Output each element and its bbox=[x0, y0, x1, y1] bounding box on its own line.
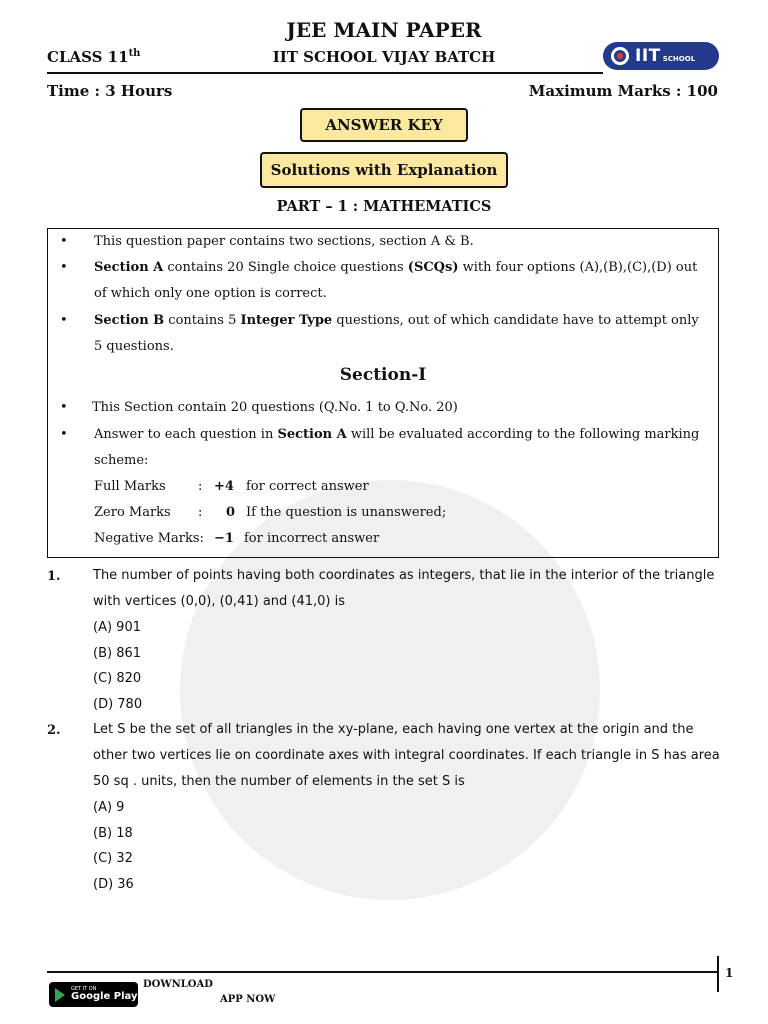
instruction-text: contains 20 Single choice questions bbox=[163, 260, 408, 275]
part-title: PART – 1 : MATHEMATICS bbox=[276, 198, 492, 215]
option-b[interactable]: (B) 861 bbox=[93, 646, 142, 661]
option-c[interactable]: (C) 820 bbox=[93, 671, 142, 686]
option-a[interactable]: (A) 9 bbox=[93, 800, 125, 815]
max-marks-label: Maximum Marks : 100 bbox=[528, 82, 718, 100]
question-text: The number of points having both coordinates as integers, that lie in the interior of the triangle with vertices (0,0), (0,41) and (41,0) is bbox=[93, 568, 715, 609]
instruction-text: contains 5 bbox=[164, 313, 241, 328]
instruction-item bbox=[94, 422, 710, 474]
google-play-text bbox=[71, 987, 138, 1002]
instruction-text: Answer to each question in bbox=[94, 427, 278, 442]
bullet-icon: • bbox=[60, 400, 68, 415]
solutions-badge: Solutions with Explanation bbox=[260, 152, 508, 188]
marking-sep: : bbox=[198, 505, 203, 520]
question-number: 2. bbox=[47, 723, 61, 738]
iit-school-logo bbox=[603, 42, 719, 70]
batch-name: IIT SCHOOL VIJAY BATCH bbox=[272, 48, 496, 66]
marking-sep: : bbox=[198, 479, 203, 494]
instruction-item: This Section contain 20 questions (Q.No. 1 to Q.No. 20) bbox=[92, 400, 458, 415]
marking-desc: If the question is unanswered; bbox=[246, 505, 447, 520]
bullet-icon: • bbox=[60, 427, 68, 442]
gear-icon bbox=[611, 47, 629, 65]
class-sup: th bbox=[128, 48, 141, 59]
instruction-bold: Section A bbox=[277, 427, 347, 442]
time-label: Time : 3 Hours bbox=[47, 82, 173, 100]
marking-label: Zero Marks bbox=[94, 505, 171, 520]
instruction-item: This question paper contains two sections, section A & B. bbox=[94, 234, 474, 249]
answer-key-badge: ANSWER KEY bbox=[300, 108, 468, 142]
instruction-item bbox=[94, 255, 710, 307]
instruction-bold: (SCQs) bbox=[407, 260, 459, 275]
marking-value: +4 bbox=[214, 479, 234, 494]
question-text: Let S be the set of all triangles in the xy-plane, each having one vertex at the origin and the other two vertices lie on coordinate axes with integral coordinates. If each triangle in S has area 50 sq . units, then the number of elements in the set S is bbox=[93, 722, 720, 789]
footer-vertical-divider bbox=[717, 956, 719, 992]
marking-desc: for correct answer bbox=[246, 479, 369, 494]
bullet-icon: • bbox=[60, 234, 68, 249]
app-now-label: APP NOW bbox=[220, 994, 276, 1005]
marking-label: Negative Marks: bbox=[94, 531, 204, 546]
marking-label: Full Marks bbox=[94, 479, 166, 494]
option-d[interactable]: (D) 36 bbox=[93, 877, 134, 892]
class-text: CLASS 11 bbox=[47, 48, 129, 66]
question-number: 1. bbox=[47, 569, 61, 584]
marking-desc: for incorrect answer bbox=[244, 531, 380, 546]
section-heading: Section-I bbox=[339, 365, 427, 385]
instruction-text: will be evaluated according to the following marking scheme: bbox=[94, 427, 700, 468]
instruction-item bbox=[94, 308, 710, 360]
option-b[interactable]: (B) 18 bbox=[93, 826, 133, 841]
instruction-text: questions, out of which candidate have to attempt only 5 questions. bbox=[94, 313, 699, 354]
header-divider bbox=[47, 72, 603, 74]
option-c[interactable]: (C) 32 bbox=[93, 851, 133, 866]
instruction-text: with four options (A),(B),(C),(D) out of which only one option is correct. bbox=[94, 260, 698, 301]
paper-title: JEE MAIN PAPER bbox=[286, 18, 482, 42]
google-play-label: Google Play bbox=[71, 991, 138, 1002]
footer-divider bbox=[47, 971, 719, 973]
google-play-button[interactable] bbox=[49, 982, 138, 1007]
logo-subtext: SCHOOL bbox=[662, 55, 696, 63]
download-label: DOWNLOAD bbox=[143, 979, 213, 990]
marking-value: 0 bbox=[226, 505, 236, 520]
instruction-bold: Integer Type bbox=[240, 313, 333, 328]
google-play-small-text: GET IT ON bbox=[71, 986, 97, 992]
logo-text: IIT bbox=[635, 46, 661, 66]
marking-value: −1 bbox=[214, 531, 234, 546]
play-store-icon bbox=[55, 988, 65, 1002]
instruction-bold: Section B bbox=[94, 313, 165, 328]
bullet-icon: • bbox=[60, 313, 68, 328]
option-d[interactable]: (D) 780 bbox=[93, 697, 143, 712]
instructions-box bbox=[47, 228, 719, 558]
instruction-bold: Section A bbox=[94, 260, 164, 275]
option-a[interactable]: (A) 901 bbox=[93, 620, 141, 635]
bullet-icon: • bbox=[60, 260, 68, 275]
page-number: 1 bbox=[725, 966, 734, 980]
